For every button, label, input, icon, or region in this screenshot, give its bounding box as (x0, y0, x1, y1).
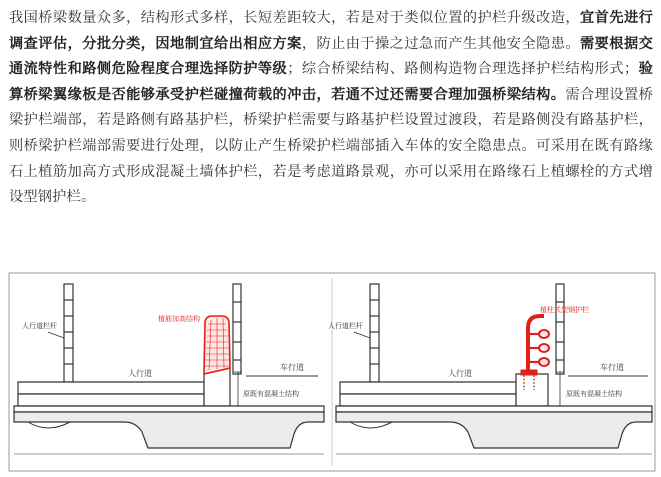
text-segment: ；综合桥梁结构、路侧构造物合理选择护栏结构形式； (287, 61, 639, 78)
right-flange-curve (350, 422, 392, 428)
left-flange-curve (28, 422, 70, 428)
left-railing-leader (48, 332, 64, 338)
left-girder (14, 412, 324, 448)
text-segment: ，防止由于操之过急而产生其他安全隐患。 (301, 35, 581, 52)
right-sidewalk-label: 人行道 (448, 369, 472, 378)
right-dimension (556, 372, 564, 406)
right-curb (516, 374, 548, 406)
bold-text-segment: 宜首先进行调查评估，分批分类，因地制宜给出相应方案 (9, 10, 653, 52)
text-segment: 我国桥梁数量众多，结构形式多样，长短差距较大，若是对于类似位置的护栏升级改造， (9, 10, 581, 26)
left-curb-label: 原既有混凝土结构 (243, 390, 299, 398)
right-girder (336, 412, 652, 448)
right-curb-label: 原既有混凝土结构 (566, 390, 622, 398)
right-deck-upper (340, 394, 516, 406)
left-railing-label: 人行道栏杆 (22, 322, 57, 330)
left-lane-label: 车行道 (280, 363, 304, 372)
article-paragraph (9, 6, 653, 211)
right-deck (336, 406, 652, 412)
text-segment: 需合理设置桥梁护栏端部，若是路侧有路基护栏，桥梁护栏需要与路基护栏设置过渡段，若是路侧没有路基护栏，则桥梁护栏端部需要进行处理，以防止产生桥梁护栏端部插入车体的安全隐患点。可采用在既有路缘石上植筋加高方式形成混凝土墙体护栏，若是考虑道路景观，亦可以采用在路缘石上植螺栓的方式增设型钢护栏。 (9, 86, 654, 206)
left-highlight-label: 植筋加高结构 (158, 315, 200, 323)
figure-svg (8, 272, 656, 472)
right-railing-leader (354, 332, 370, 338)
right-panel (328, 284, 652, 454)
left-panel (14, 284, 324, 454)
right-highlight-label: 植柱式型钢护栏 (540, 306, 589, 314)
bold-text-segment: 验算桥梁翼缘板是否能够承受护栏碰撞荷载的冲击，若通不过还需要合理加强桥梁结构。 (9, 61, 654, 103)
left-dimension (234, 372, 242, 406)
bold-text-segment: 需要根据交通流特性和路侧危险程度合理选择防护等级 (9, 35, 653, 78)
left-sidewalk-slab (18, 382, 204, 394)
left-deck (14, 406, 324, 412)
left-sidewalk-label: 人行道 (128, 369, 152, 378)
left-deck-upper (18, 394, 204, 406)
right-railing-label: 人行道栏杆 (328, 322, 363, 330)
right-lane-label: 车行道 (600, 363, 624, 372)
right-sidewalk-slab (340, 382, 516, 394)
railing-comparison-figure (8, 272, 656, 472)
